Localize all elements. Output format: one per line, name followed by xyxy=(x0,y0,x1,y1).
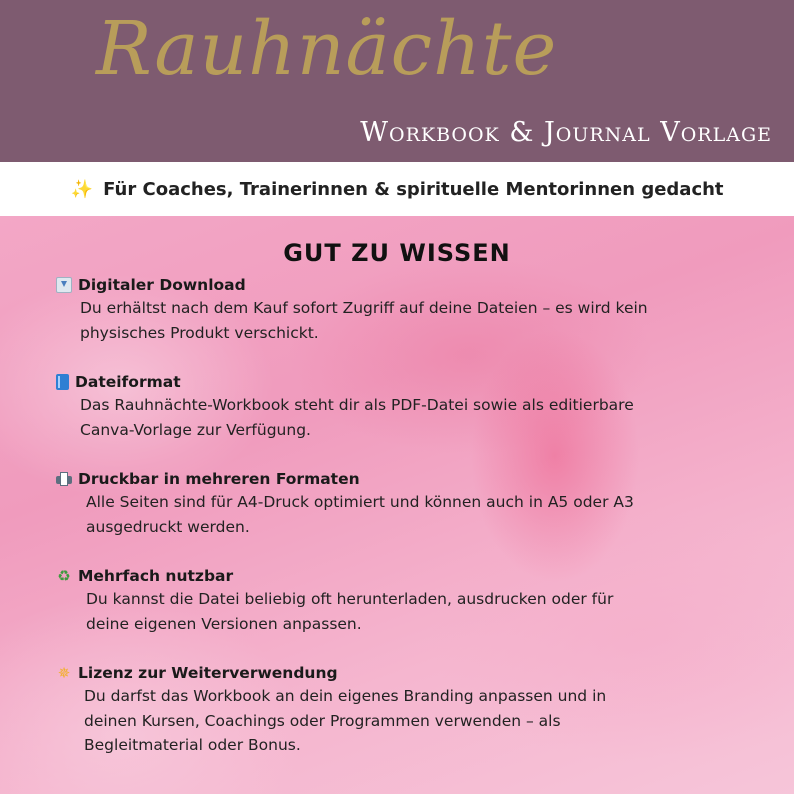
recycle-icon: ♻ xyxy=(57,567,71,585)
info-title: Dateiformat xyxy=(75,373,181,391)
content-area xyxy=(0,216,794,794)
info-body xyxy=(86,490,756,539)
info-body xyxy=(84,684,756,758)
info-druckbar xyxy=(56,468,756,539)
info-title: Druckbar in mehreren Formaten xyxy=(78,470,360,488)
blue-book-icon xyxy=(56,374,69,390)
info-lizenz xyxy=(56,662,756,758)
info-line: Du erhältst nach dem Kauf sofort Zugriff auf deine Dateien – es wird kein xyxy=(80,299,648,317)
info-title-row xyxy=(56,662,756,684)
sparkles-icon: ✨ xyxy=(70,178,93,200)
audience-banner xyxy=(0,162,794,216)
info-line: Alle Seiten sind für A4-Druck optimiert und können auch in A5 oder A3 xyxy=(86,493,634,511)
info-dateiformat xyxy=(56,371,756,442)
info-title: Lizenz zur Weiterverwendung xyxy=(78,664,338,682)
info-title: Mehrfach nutzbar xyxy=(78,567,234,585)
section-heading: GUT ZU WISSEN xyxy=(283,239,511,267)
banner-text-wrap xyxy=(70,179,723,200)
info-line: deine eigenen Versionen anpassen. xyxy=(86,614,362,633)
info-line: Das Rauhnächte-Workbook steht dir als PDF-Datei sowie als editierbare xyxy=(80,396,634,414)
header xyxy=(0,0,794,162)
info-title-row xyxy=(56,371,756,393)
info-line: deinen Kursen, Coachings oder Programmen verwenden – als xyxy=(84,711,561,730)
dizzy-star-icon: ✵ xyxy=(57,664,71,682)
info-line: ausgedruckt werden. xyxy=(86,517,250,536)
download-tray-icon xyxy=(56,277,72,293)
printer-icon xyxy=(56,472,72,486)
info-title-row xyxy=(56,468,756,490)
info-title-row xyxy=(56,565,756,587)
banner-text: Für Coaches, Trainerinnen & spirituelle Mentorinnen gedacht xyxy=(103,178,724,200)
info-body xyxy=(80,296,756,345)
info-title: Digitaler Download xyxy=(78,276,246,294)
info-line: Canva-Vorlage zur Verfügung. xyxy=(80,420,311,439)
info-digital-download xyxy=(56,274,756,345)
subtitle: Workbook & Journal Vorlage xyxy=(360,117,772,148)
info-line: physisches Produkt verschickt. xyxy=(80,323,319,342)
info-line: Begleitmaterial oder Bonus. xyxy=(84,736,301,754)
info-body xyxy=(86,587,756,636)
script-title: Rauhnächte xyxy=(96,6,558,92)
info-body xyxy=(80,393,756,442)
info-line: Du darfst das Workbook an dein eigenes Branding anpassen und in xyxy=(84,687,607,705)
info-line: Du kannst die Datei beliebig oft herunterladen, ausdrucken oder für xyxy=(86,590,614,608)
info-title-row xyxy=(56,274,756,296)
info-mehrfach-nutzbar xyxy=(56,565,756,636)
